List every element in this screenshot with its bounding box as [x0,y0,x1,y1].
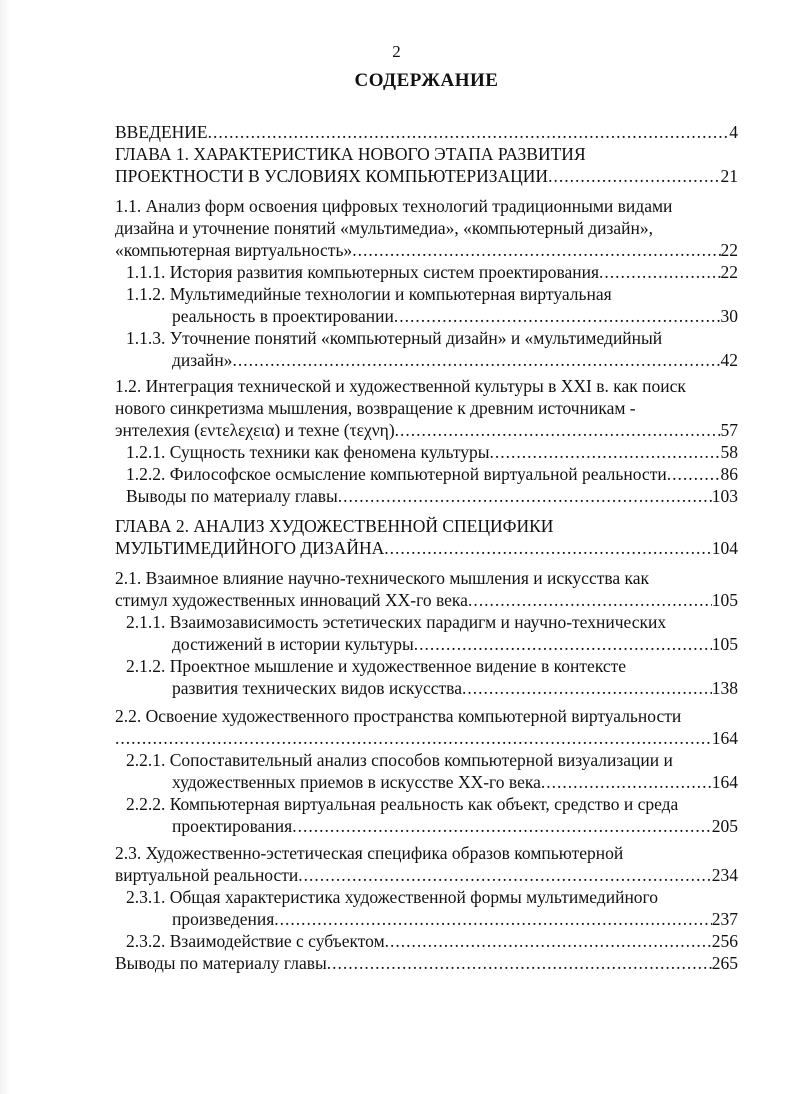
toc-entry-text: произведения [172,909,275,929]
toc-section-2-1-2-line1[interactable]: 2.1.2. Проектное мышление и художественное видение в контексте [126,656,627,676]
toc-entry-chapter-1[interactable] [115,165,738,187]
toc-page-number: 138 [711,678,738,698]
toc-page-number: 105 [711,590,738,610]
toc-entry-text: стимул художественных инноваций XX-го века [115,590,468,610]
toc-section-1-2-line2[interactable]: нового синкретизма мышления, возвращение к древним источникам - [115,398,636,418]
toc-page-number: 22 [720,240,738,260]
toc-entry-chapter-2[interactable] [115,537,738,559]
toc-page-number: 105 [711,634,738,654]
toc-section-1-1-2-line1[interactable]: 1.1.2. Мультимедийные технологии и компьютерная виртуальная [126,284,612,304]
toc-page-number: 164 [711,772,738,792]
toc-page-number: 104 [711,538,738,558]
toc-entry-text: дизайн» [172,350,233,370]
toc-entry-section-1-2-1[interactable] [126,441,738,463]
toc-entry-section-2-3-2[interactable] [126,930,738,952]
toc-page-number: 205 [711,816,738,836]
toc-page-number: 57 [720,420,738,440]
dot-leader [667,463,721,485]
toc-section-1-1-line2[interactable]: дизайна и уточнение понятий «мультимедиа», «компьютерный дизайн», [115,218,654,238]
toc-entry-text: художественных приемов в искусстве XX-го века [172,772,541,792]
toc-section-2-3-line1[interactable]: 2.3. Художественно-эстетическая специфика образов компьютерной [115,843,624,863]
toc-entry-section-2-1-2[interactable] [172,677,738,699]
page-number: 2 [392,42,401,61]
toc-page-number: 30 [720,306,738,326]
dot-leader [548,165,720,187]
dot-leader [232,349,720,371]
toc-chapter-1-line1[interactable]: ГЛАВА 1. ХАРАКТЕРИСТИКА НОВОГО ЭТАПА РАЗВИТИЯ [115,144,586,164]
dot-leader [599,261,720,283]
toc-section-2-2-2-line1[interactable]: 2.2.2. Компьютерная виртуальная реальность как объект, средство и среда [126,794,679,814]
dot-leader [352,239,720,261]
toc-entry-section-2-3[interactable] [115,864,738,886]
toc-entry-conclusions-2[interactable] [115,952,738,974]
toc-page-number: 256 [711,931,738,951]
toc-entry-section-2-2-2[interactable] [172,815,738,837]
toc-entry-text: 1.2.1. Сущность техники как феномена культуры [126,442,490,462]
toc-entry-section-2-3-1[interactable] [172,908,738,930]
dot-leader [274,908,711,930]
toc-entry-section-1-1-3[interactable] [172,349,738,371]
dot-leader [462,677,712,699]
toc-entry-text: 2.3.2. Взаимодействие с субъектом [126,931,385,951]
toc-entry-section-2-2-1[interactable] [172,771,738,793]
toc-section-2-1-line1[interactable]: 2.1. Взаимное влияние научно-технического мышления и искусства как [115,568,650,588]
toc-entry-section-2-1[interactable] [115,589,738,611]
toc-section-2-1-1-line1[interactable]: 2.1.1. Взаимозависимость эстетических парадигм и научно-технических [126,612,667,632]
dot-leader [395,419,721,441]
toc-entry-text: «компьютерная виртуальность» [115,240,353,260]
toc-entry-text: Выводы по материалу главы [115,953,327,973]
toc-page-number: 58 [720,442,738,462]
toc-section-1-2-line1[interactable]: 1.2. Интеграция технической и художественной культуры в XXI в. как поиск [115,376,686,396]
toc-section-2-2-1-line1[interactable]: 2.2.1. Сопоставительный анализ способов компьютерной визуализации и [126,750,673,770]
toc-entry-text: МУЛЬТИМЕДИЙНОГО ДИЗАЙНА [115,538,385,558]
dot-leader [394,305,721,327]
toc-entry-section-1-2-2[interactable] [126,463,738,485]
toc-page-number: 237 [711,909,738,929]
toc-page-number: 22 [720,262,738,282]
toc-entry-text: энтелехия (εντελεχεια) и техне (τεχνη) [115,420,395,440]
dot-leader [468,589,712,611]
dot-leader [414,633,712,655]
dot-leader [490,441,721,463]
toc-entry-text: 1.2.2. Философское осмысление компьютерной виртуальной реальности [126,464,667,484]
toc-entry-text: развития технических видов искусства [172,678,462,698]
toc-entry-intro[interactable] [115,121,738,143]
toc-chapter-2-line1[interactable]: ГЛАВА 2. АНАЛИЗ ХУДОЖЕСТВЕННОЙ СПЕЦИФИКИ [115,516,554,536]
dot-leader [385,930,712,952]
dot-leader [208,121,730,143]
toc-entry-section-1-2[interactable] [115,419,738,441]
scan-edge-shadow [0,0,10,1094]
dot-leader [327,952,712,974]
page-title: СОДЕРЖАНИЕ [354,70,499,91]
toc-page-number: 234 [711,865,738,885]
toc-entry-section-2-2[interactable] [115,727,738,749]
toc-entry-section-1-1[interactable] [115,239,738,261]
toc-entry-section-1-1-1[interactable] [126,261,738,283]
toc-page-number: 42 [720,350,738,370]
toc-page-number: 265 [711,953,738,973]
dot-leader [384,537,712,559]
dot-leader [298,864,711,886]
toc-page-number: 21 [720,166,738,186]
toc-entry-conclusions-1[interactable] [126,485,738,507]
toc-page-number: 103 [711,486,738,506]
toc-entry-section-1-1-2[interactable] [172,305,738,327]
toc-entry-text: ПРОЕКТНОСТИ В УСЛОВИЯХ КОМПЬЮТЕРИЗАЦИИ [115,166,549,186]
toc-entry-text: ВВЕДЕНИЕ [115,122,208,142]
toc-section-1-1-3-line1[interactable]: 1.1.3. Уточнение понятий «компьютерный дизайн» и «мультимедийный [126,328,663,348]
toc-entry-text: 1.1.1. История развития компьютерных систем проектирования [126,262,600,282]
toc-entry-text: проектирования [172,816,293,836]
toc-page-number: 164 [711,728,738,748]
toc-entry-text: реальность в проектировании [172,306,394,326]
toc-page-number: 86 [720,464,738,484]
toc-section-1-1-line1[interactable]: 1.1. Анализ форм освоения цифровых технологий традиционными видами [115,196,673,216]
dot-leader [338,485,712,507]
toc-entry-text: Выводы по материалу главы [126,486,338,506]
toc-section-2-3-1-line1[interactable]: 2.3.1. Общая характеристика художественной формы мультимедийного [126,887,659,907]
toc-entry-text: виртуальной реальности [115,865,299,885]
dot-leader [541,771,712,793]
toc-page-number: 4 [729,122,738,142]
toc-entry-section-2-1-1[interactable] [172,633,738,655]
toc-entry-text: достижений в истории культуры [172,634,414,654]
dot-leader [115,727,712,749]
toc-section-2-2-line1[interactable]: 2.2. Освоение художественного пространства компьютерной виртуальности [115,706,682,726]
dot-leader [292,815,712,837]
